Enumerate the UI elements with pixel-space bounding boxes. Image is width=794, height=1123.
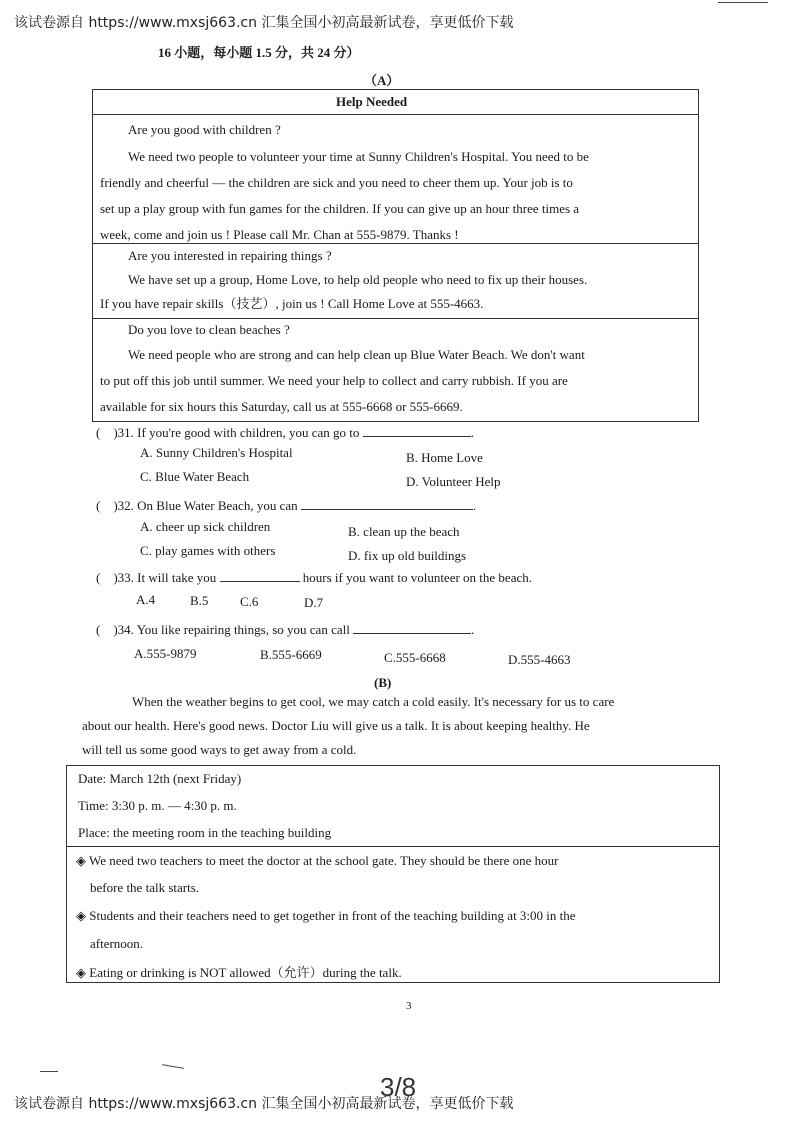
option-34-c: C.555-6668 — [384, 650, 446, 665]
notice-date: Date: March 12th (next Friday) — [78, 771, 242, 786]
option-32-d: D. fix up old buildings — [348, 548, 467, 563]
option-31-a: A. Sunny Children's Hospital — [140, 445, 293, 460]
option-32-b: B. clean up the beach — [348, 524, 460, 539]
answer-blank-34[interactable] — [353, 633, 471, 634]
ad-2-question: Are you interested in repairing things ? — [128, 248, 332, 263]
question-33: ( )33. It will take you hours if you want to volunteer on the beach. — [96, 570, 532, 585]
part-b-intro: When the weather begins to get cool, we may catch a cold easily. It's necessary for us to care about our health. Here's good news. Doctor Liu will give us a talk. It is about keeping healthy. He will tell us some good ways to get away from a cold. — [82, 694, 615, 757]
title-divider — [92, 114, 699, 115]
option-31-c: C. Blue Water Beach — [140, 469, 250, 484]
option-34-d: D.555-4663 — [508, 652, 571, 667]
answer-blank-31[interactable] — [363, 436, 471, 437]
answer-blank-32[interactable] — [301, 509, 473, 510]
page-number: 3 — [406, 1000, 412, 1012]
notice-time: Time: 3:30 p. m. — 4:30 p. m. — [78, 798, 237, 813]
diamond-bullet-icon: ◈ — [76, 853, 86, 868]
ad-3-question: Do you love to clean beaches ? — [128, 322, 290, 337]
watermark-bottom: 该试卷源自 https://www.mxsj663.cn 汇集全国小初高最新试卷，享更低价下载 — [14, 1096, 514, 1112]
diamond-bullet-icon: ◈ — [76, 965, 86, 980]
scan-mark — [718, 2, 768, 3]
notice-bullet-1: ◈ We need two teachers to meet the doctor at the school gate. They should be there one hour — [76, 853, 559, 868]
part-a-label: （A） — [364, 73, 400, 88]
ad-divider-2 — [92, 318, 699, 319]
option-33-b: B.5 — [190, 593, 209, 608]
ad-2-body: We have set up a group, Home Love, to help old people who need to fix up their houses. If you have repair skills（技艺）, join us ! Call Home Love at 555-4663. — [100, 272, 588, 311]
option-32-a: A. cheer up sick children — [140, 519, 271, 534]
question-34: ( )34. You like repairing things, so you can call . — [96, 622, 475, 637]
notice-bullet-1-cont: before the talk starts. — [90, 880, 200, 895]
ad-1-question: Are you good with children ? — [128, 122, 281, 137]
page-indicator: 3/8 — [380, 1072, 417, 1102]
diamond-bullet-icon: ◈ — [76, 908, 86, 923]
option-33-c: C.6 — [240, 594, 259, 609]
option-33-d: D.7 — [304, 595, 324, 610]
notice-divider — [66, 846, 720, 847]
notice-place: Place: the meeting room in the teaching building — [78, 825, 332, 840]
option-34-a: A.555-9879 — [134, 646, 197, 661]
part-b-label: (B) — [374, 675, 392, 690]
question-31: ( )31. If you're good with children, you can go to . — [96, 425, 474, 440]
scan-mark — [162, 1064, 184, 1069]
option-34-b: B.555-6669 — [260, 647, 322, 662]
box-title: Help Needed — [336, 94, 408, 109]
answer-blank-33[interactable] — [220, 581, 300, 582]
ad-3-body: We need people who are strong and can help clean up Blue Water Beach. We don't want to put off this job until summer. We need your help to collect and carry rubbish. If you are available for six hours this Saturday, call us at 555-6668 or 555-6669. — [100, 347, 585, 414]
notice-bullet-2-cont: afternoon. — [90, 936, 144, 951]
option-31-b: B. Home Love — [406, 450, 483, 465]
watermark-top: 该试卷源自 https://www.mxsj663.cn 汇集全国小初高最新试卷，享更低价下载 — [14, 15, 514, 31]
notice-bullet-2: ◈ Students and their teachers need to get together in front of the teaching building at 3:00 in the — [76, 908, 576, 923]
option-31-d: D. Volunteer Help — [406, 474, 501, 489]
scan-mark — [40, 1071, 58, 1072]
ad-1-body: We need two people to volunteer your time at Sunny Children's Hospital. You need to be friendly and cheerful — the children are sick and you need to cheer them up. Your job is to set up a play group with fun games for the children. If you can give up an hour three times a week, come and join us ! Please call Mr. Chan at 555-9879. Thanks ! — [100, 149, 589, 242]
option-33-a: A.4 — [136, 592, 156, 607]
notice-bullet-3: ◈ Eating or drinking is NOT allowed（允许）during the talk. — [76, 965, 402, 980]
section-header: 16 小题，每小题 1.5 分，共 24 分） — [158, 45, 360, 60]
question-32: ( )32. On Blue Water Beach, you can . — [96, 498, 477, 513]
option-32-c: C. play games with others — [140, 543, 276, 558]
